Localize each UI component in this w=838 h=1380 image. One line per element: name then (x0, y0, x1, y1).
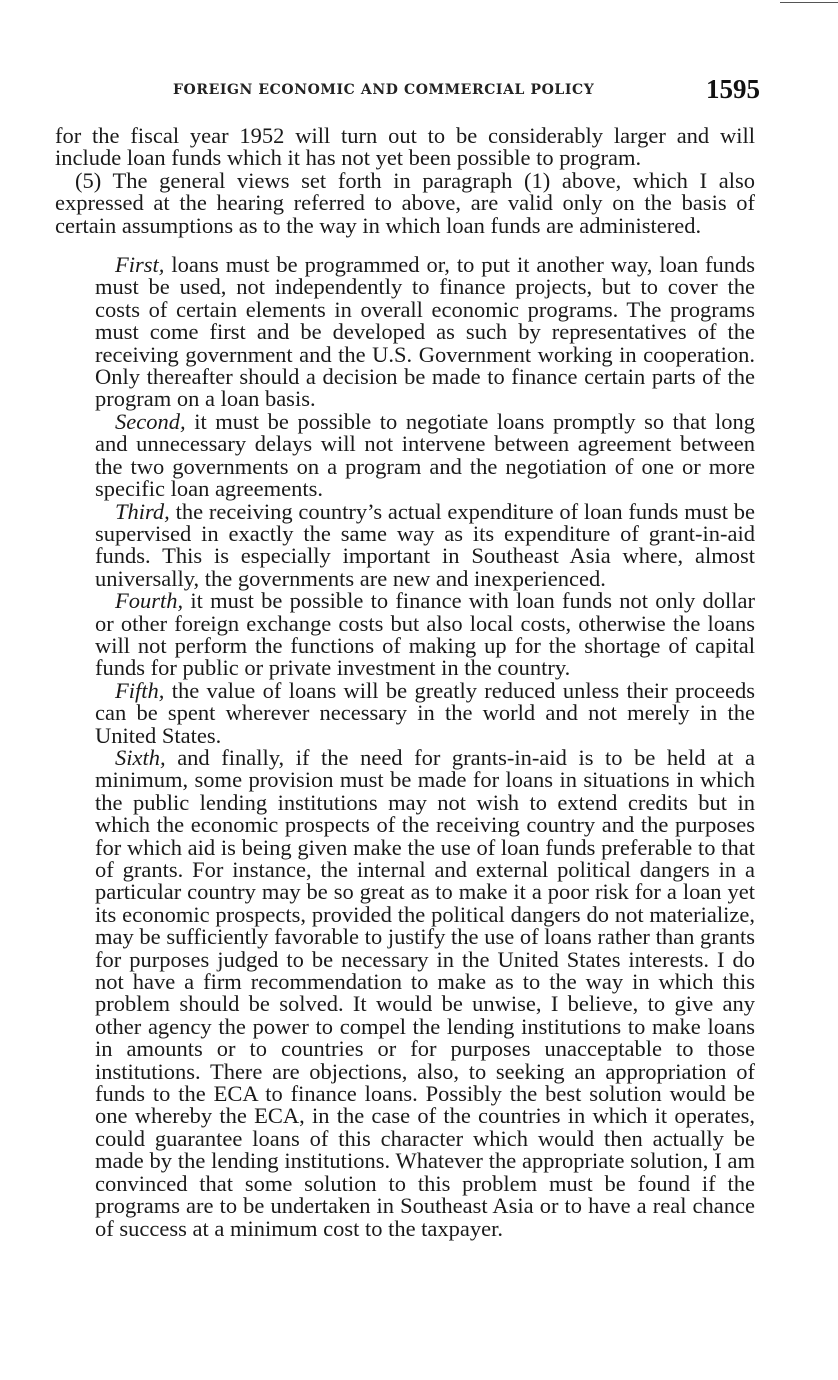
assumption-text: it must be possible to negotiate loans promptly so that long and unnecessary delays will not intervene between agreement between the two governments on a program and the negotiation of one or more specific loan agreements. (95, 408, 755, 502)
assumption-sixth (95, 744, 755, 1241)
continuation-paragraph: for the fiscal year 1952 will turn out to be considerably larger and will include loan funds which it has not yet been possible to program. (55, 123, 755, 171)
body-text (55, 125, 755, 1240)
assumption-fifth (95, 677, 755, 748)
assumption-third (95, 498, 755, 591)
page-number: 1595 (706, 74, 760, 104)
assumption-text: the receiving country’s actual expenditure of loan funds must be supervised in exactly the same way as its expenditure of grant-in-aid funds. This is especially important in Southeast Asia where, almost universally, the governments are new and inexperienced. (95, 498, 755, 591)
assumption-fourth (95, 590, 755, 680)
assumption-text: the value of loans will be greatly reduced unless their proceeds can be spent wherever necessary in the world and not merely in the United States. (95, 677, 755, 748)
assumption-lead: First, (115, 252, 165, 278)
assumption-first (95, 254, 755, 411)
assumptions-list (55, 254, 755, 1240)
assumption-second (95, 408, 755, 502)
assumption-lead: Fourth, (115, 588, 184, 614)
assumption-text: loans must be programmed or, to put it another way, loan funds must be used, not independently to finance projects, but to cover the costs of certain elements in overall economic programs. The programs must come first and be developed as such by representatives of the receiving government and the U.S. Government working in cooperation. Only thereafter should a decision be made to finance certain parts of the program on a loan basis. (95, 252, 755, 412)
running-title: FOREIGN ECONOMIC AND COMMERCIAL POLICY (173, 82, 595, 98)
assumption-text: it must be possible to finance with loan funds not only dollar or other foreign exchange costs but also local costs, otherwise the loans will not perform the functions of making up for the shortage of capital funds for public or private investment in the country. (95, 588, 755, 681)
top-edge-rule (780, 2, 838, 3)
assumption-lead: Sixth, (115, 744, 166, 770)
running-head (55, 72, 760, 112)
assumption-text: and finally, if the need for grants-in-aid is to be held at a minimum, some provision must be made for loans in situations in which the public lending institutions may not wish to extend credits but in which the economic prospects of the receiving country and the purposes for which aid is being given make the use of loan funds preferable to that of grants. For instance, the internal and external political dangers in a particular country may be so great as to make it a poor risk for a loan yet its economic prospects, provided the political dangers do not materialize, may be sufficiently favorable to justify the use of loans rather than grants for purposes judged to be necessary in the United States interests. I do not have a firm recommendation to make as to the way in which this problem should be solved. It would be unwise, I believe, to give any other agency the power to compel the lending institutions to make loans in amounts or to countries or for purposes unacceptable to those institutions. There are objections, also, to seeking an appropriation of funds to the ECA to finance loans. Possibly the best solution would be one whereby the ECA, in the case of the countries in which it operates, could guarantee loans of this character which would then actually be made by the lending institutions. Whatever the appropriate solution, I am convinced that some solution to this problem must be found if the programs are to be undertaken in Southeast Asia or to have a real chance of success at a minimum cost to the taxpayer. (95, 744, 755, 1241)
assumption-lead: Fifth, (115, 677, 165, 703)
assumption-lead: Second, (115, 408, 186, 434)
paragraph-5: (5) The general views set forth in paragraph (1) above, which I also expressed at the hearing referred to above, are valid only on the basis of certain assumptions as to the way in which loan funds are administered. (55, 167, 755, 238)
assumption-lead: Third, (115, 498, 170, 524)
